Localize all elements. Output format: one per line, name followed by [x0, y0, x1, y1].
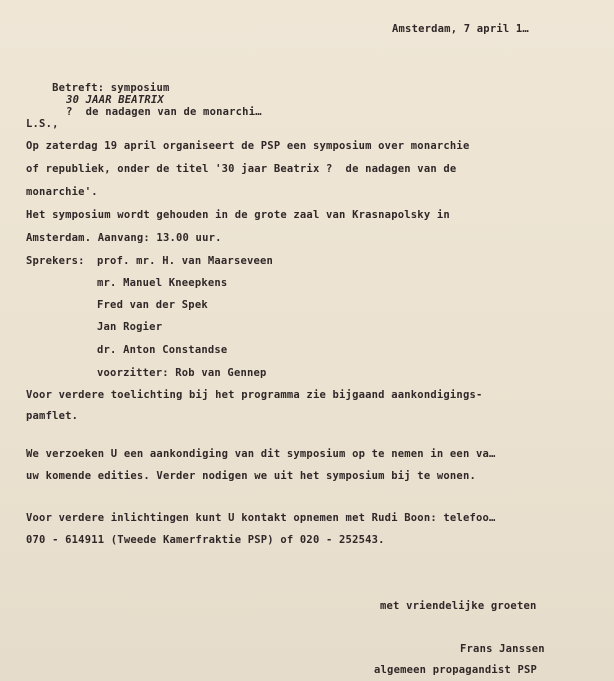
paragraph2-line: Voor verdere toelichting bij het programma zie bijgaand aankondigings-	[26, 389, 483, 401]
subject-line	[26, 70, 262, 130]
speaker-item: mr. Manuel Kneepkens	[97, 277, 228, 289]
speaker-item: Fred van der Spek	[97, 299, 208, 311]
speaker-item: voorzitter: Rob van Gennep	[97, 367, 267, 379]
signature-title: algemeen propagandist PSP	[374, 664, 538, 676]
paragraph3-line: We verzoeken U een aankondiging van dit symposium op te nemen in een va…	[26, 448, 496, 460]
closing: met vriendelijke groeten	[380, 600, 537, 612]
paragraph2-line: pamflet.	[26, 410, 79, 422]
paragraph1-line: Amsterdam. Aanvang: 13.00 uur.	[26, 232, 222, 244]
paragraph4-line: Voor verdere inlichtingen kunt U kontakt opnemen met Rudi Boon: telefoo…	[26, 512, 496, 524]
paragraph1-line: of republiek, onder de titel '30 jaar Beatrix ? de nadagen van de	[26, 163, 457, 175]
subject-rest: ? de nadagen van de monarchi…	[66, 106, 262, 118]
speaker-item: prof. mr. H. van Maarseveen	[97, 255, 274, 267]
paragraph1-line: monarchie'.	[26, 186, 98, 198]
paragraph1-line: Op zaterdag 19 april organiseert de PSP een symposium over monarchie	[26, 140, 470, 152]
speaker-item: Jan Rogier	[97, 321, 163, 333]
speaker-item: dr. Anton Constandse	[97, 344, 228, 356]
subject-title: 30 JAAR BEATRIX	[66, 94, 164, 106]
paragraph1-line: Het symposium wordt gehouden in de grote zaal van Krasnapolsky in	[26, 209, 450, 221]
paragraph3-line: uw komende edities. Verder nodigen we uit het symposium bij te wonen.	[26, 470, 476, 482]
paragraph4-line: 070 - 614911 (Tweede Kamerfraktie PSP) of 020 - 252543.	[26, 534, 385, 546]
salutation: L.S.,	[26, 118, 59, 130]
signature-name: Frans Janssen	[460, 643, 545, 655]
letter-date: Amsterdam, 7 april 1…	[392, 23, 529, 35]
subject-label: Betreft: symposium	[52, 82, 170, 94]
speakers-label: Sprekers:	[26, 255, 85, 267]
